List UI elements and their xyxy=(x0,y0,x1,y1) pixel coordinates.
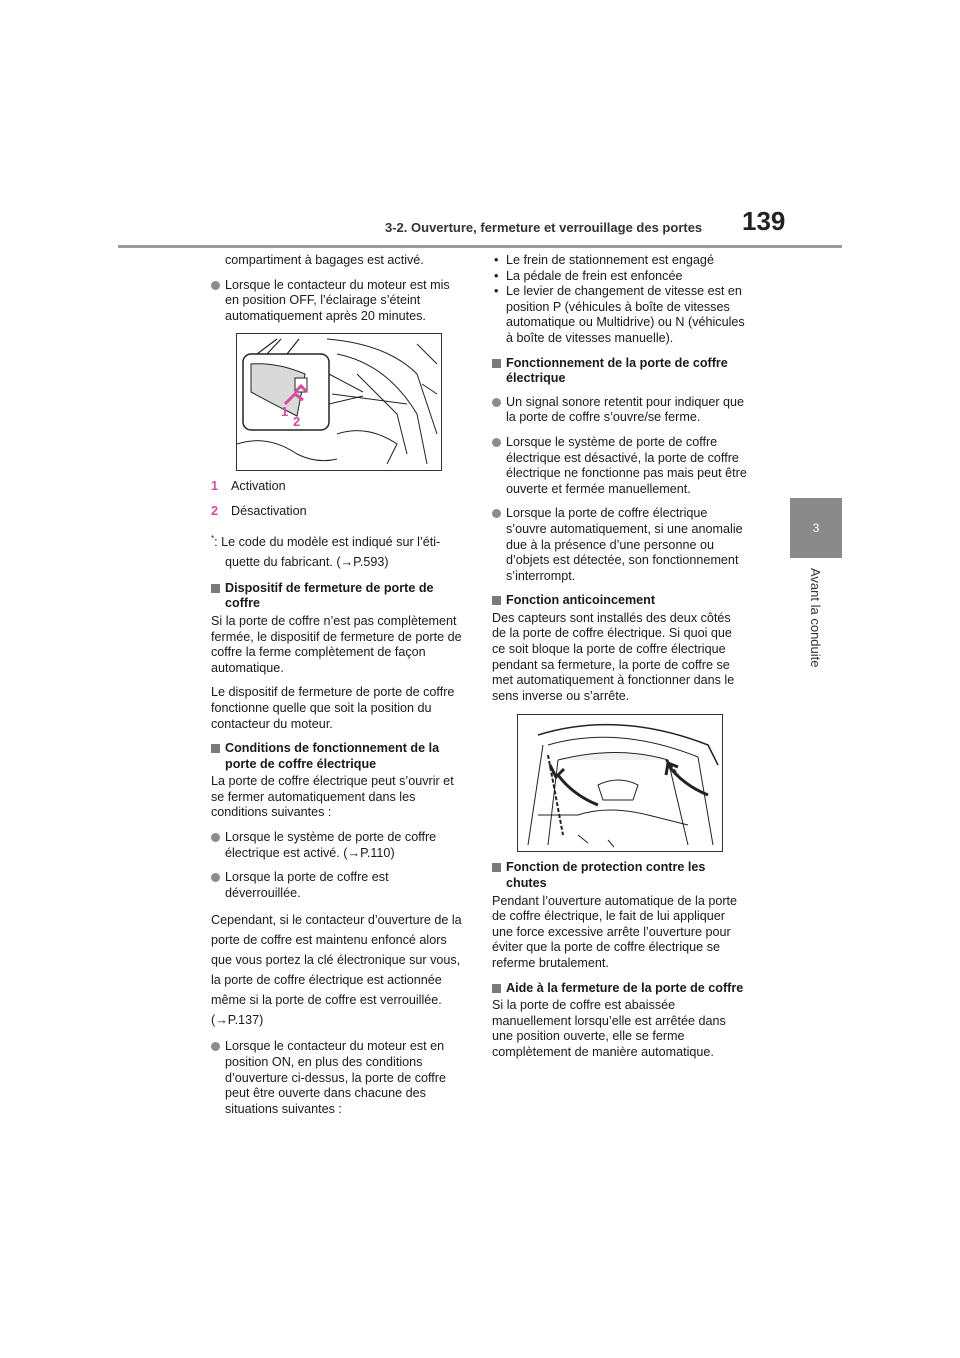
antipinch-paragraph: Des capteurs sont installés des deux côtés de la porte de coffre électrique. Si quoi que ce soit bloque la porte de coffre électrique pendant sa fermeture, la porte de coffre se met automatiquement à fonctionner dans le sens inverse ou s’arrête. xyxy=(492,610,735,703)
legend-text-1: Activation xyxy=(231,479,286,494)
situation-item: • La pédale de frein est enfoncée xyxy=(492,269,748,285)
sensor-illustration xyxy=(517,714,723,852)
chapter-tab[interactable] xyxy=(790,498,842,558)
page-number: 139 xyxy=(742,206,786,236)
footnote xyxy=(211,529,467,572)
right-column xyxy=(492,253,748,1070)
heading-closer: Dispositif de fermeture de porte de coffre xyxy=(211,581,467,612)
heading-closing-assist: Aide à la fermeture de la porte de coffre xyxy=(492,981,748,997)
sensor-drawing xyxy=(518,715,722,851)
situation-list xyxy=(492,253,748,347)
footnote-mark: * xyxy=(211,533,215,543)
fig-label-2: 2 xyxy=(293,414,301,430)
chapter-number: 3 xyxy=(812,521,820,535)
situation-item: • Le levier de changement de vitesse est en position P (véhicules à boîte de vitesses automatique ou Multidrive) ou N (véhicules à boîte de vitesses manuelle). xyxy=(492,284,748,346)
situation-item: • Le frein de stationnement est engagé xyxy=(492,253,748,269)
legend-number-1: 1 xyxy=(211,479,219,494)
conditions-paragraph: La porte de coffre électrique peut s’ouvrir et se fermer automatiquement dans les conditions suivantes : xyxy=(211,774,454,820)
heading-operation: Fonctionnement de la porte de coffre électrique xyxy=(492,356,748,387)
bullet-condition-3: Lorsque le contacteur du moteur est en position ON, en plus des conditions d’ouverture ci-dessus, la porte de coffre peut être ouverte dans chacune des situations suivantes : xyxy=(211,1039,467,1117)
fig-label-1: 1 xyxy=(281,404,289,420)
section-title: 3-2. Ouverture, fermeture et verrouillage des portes xyxy=(385,220,703,235)
legend-text-2: Désactivation xyxy=(231,503,307,518)
however-line: la porte de coffre électrique est actionnée xyxy=(211,973,442,988)
bullet-operation-1: Un signal sonore retentit pour indiquer que la porte de coffre s’ouvre/se ferme. xyxy=(492,395,748,426)
left-column xyxy=(211,253,467,1126)
however-line: même si la porte de coffre est verrouillée. xyxy=(211,993,442,1008)
however-line: porte de coffre est maintenu enfoncé alors xyxy=(211,933,447,948)
closer-paragraph-2: Le dispositif de fermeture de porte de coffre fonctionne quelle que soit la position du contacteur du moteur. xyxy=(211,685,455,731)
however-line: que vous portez la clé électronique sur vous, xyxy=(211,953,461,968)
bullet-operation-3: Lorsque la porte de coffre électrique s’ouvre automatiquement, si une anomalie due à la présence d’une personne ou d’objets est détectée, son fonctionnement s’interrompt. xyxy=(492,506,748,584)
footnote-line-1: : Le code du modèle est indiqué sur l’éti- xyxy=(214,534,441,549)
bullet-light-off: Lorsque le contacteur du moteur est mis en position OFF, l’éclairage s’éteint automatiquement après 20 minutes. xyxy=(211,278,467,325)
footnote-line-2: quette du fabricant. (→P.593) xyxy=(225,554,389,569)
trunk-switch-drawing xyxy=(237,334,441,470)
legend-item-1 xyxy=(211,479,467,495)
legend-number-2: 2 xyxy=(211,503,219,518)
bullet-condition-1: Lorsque le système de porte de coffre électrique est activé. (→P.110) xyxy=(211,830,467,861)
chapter-label: Avant la conduite xyxy=(808,568,823,668)
fall-protection-paragraph: Pendant l’ouverture automatique de la porte de coffre électrique, le fait de lui appliquer une force excessive arrête l’ouverture pour éviter que la porte de coffre électrique se referme brutalement. xyxy=(492,893,738,970)
closer-paragraph-1: Si la porte de coffre n’est pas complètement fermée, le dispositif de fermeture de porte de coffre la ferme complètement de façon automatique. xyxy=(211,613,462,675)
header-divider xyxy=(118,245,842,248)
closing-assist-paragraph: Si la porte de coffre est abaissée manuellement lorsqu’elle est arrêtée dans une position ouverte, elle se ferme complètement de manière automatique. xyxy=(492,998,726,1059)
intro-text: compartiment à bagages est activé. xyxy=(225,253,424,267)
heading-conditions: Conditions de fonctionnement de la porte de coffre électrique xyxy=(211,741,467,772)
bullet-condition-2: Lorsque la porte de coffre est déverrouillée. xyxy=(211,870,467,901)
bullet-operation-2: Lorsque le système de porte de coffre électrique est désactivé, la porte de coffre électrique ne fonctionne pas mais peut être ouverte et fermée manuellement. xyxy=(492,435,748,497)
heading-antipinch: Fonction anticoincement xyxy=(492,593,748,609)
legend-item-2 xyxy=(211,504,467,520)
however-line: Cependant, si le contacteur d’ouverture de la xyxy=(211,913,462,928)
however-paragraph xyxy=(211,910,467,1030)
however-line: (→P.137) xyxy=(211,1013,264,1028)
trunk-switch-illustration xyxy=(236,333,442,471)
heading-fall-protection: Fonction de protection contre les chutes xyxy=(492,860,748,891)
